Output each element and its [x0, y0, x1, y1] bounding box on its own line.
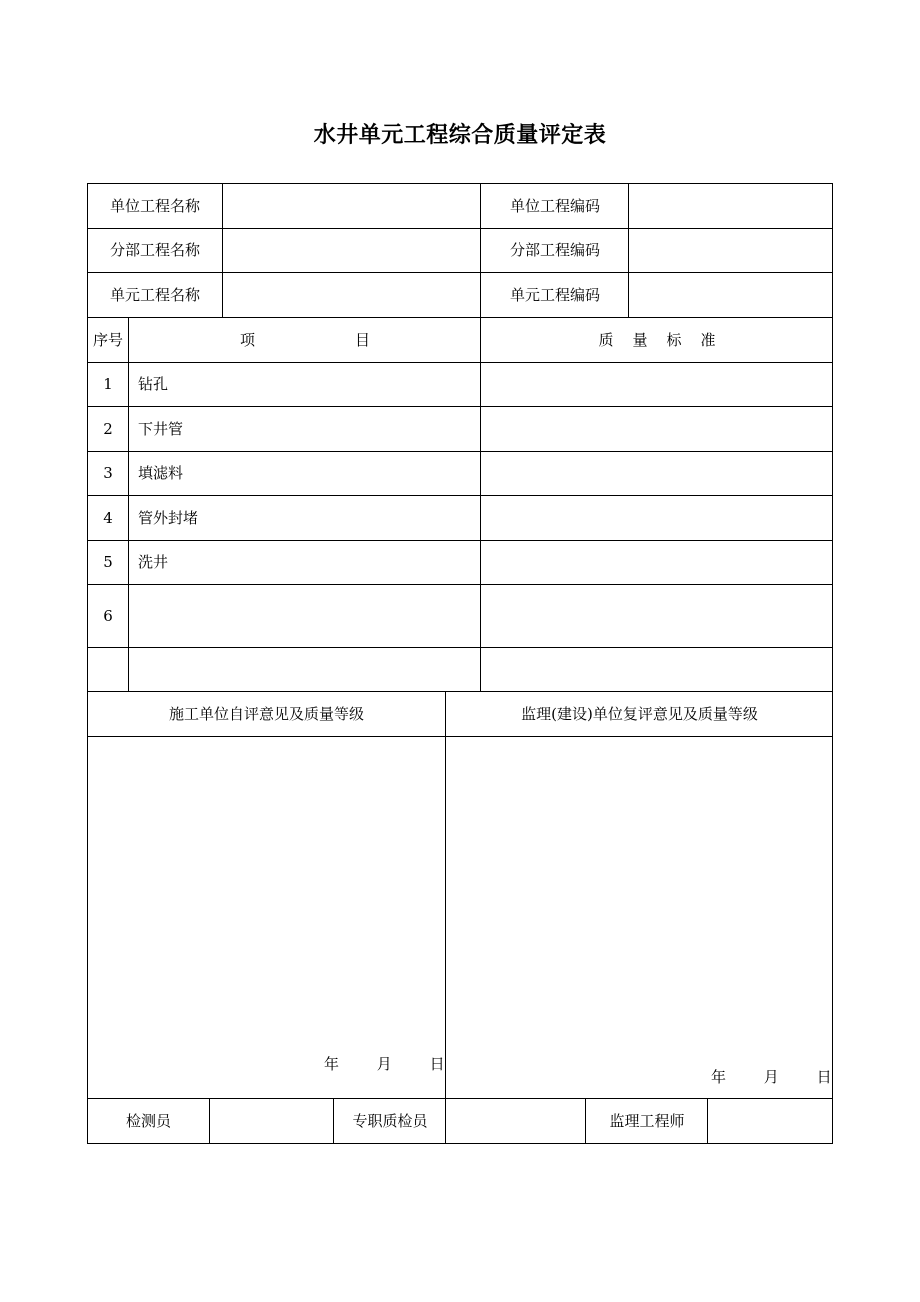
supervisor-evaluation-body[interactable]	[446, 737, 832, 1098]
supervisor-date	[711, 1066, 832, 1087]
date-day: 日	[429, 1055, 445, 1073]
quality-inspector-signature-field[interactable]	[446, 1098, 586, 1144]
inspector-signature-field[interactable]	[210, 1098, 334, 1144]
column-header-item-char: 目	[355, 330, 371, 349]
item-name: 填滤料	[138, 464, 184, 482]
item-no: 4	[103, 508, 113, 527]
element-project-name-value[interactable]	[223, 272, 481, 318]
element-project-code-label: 单元工程编码	[509, 285, 600, 304]
page-title: 水井单元工程综合质量评定表	[313, 123, 607, 148]
quality-inspector-label: 专职质检员	[352, 1111, 428, 1130]
item-name[interactable]	[129, 584, 481, 648]
date-month: 月	[376, 1055, 392, 1073]
item-standard[interactable]	[481, 406, 833, 452]
supervising-engineer-label: 监理工程师	[609, 1111, 685, 1130]
element-project-name-label: 单元工程名称	[109, 285, 200, 304]
item-name: 洗井	[138, 553, 169, 571]
item-standard[interactable]	[481, 540, 833, 585]
item-no: 2	[103, 419, 113, 438]
unit-project-name-value[interactable]	[223, 183, 481, 229]
item-name: 管外封堵	[138, 508, 199, 527]
item-no: 6	[103, 606, 113, 625]
date-year: 年	[711, 1068, 727, 1086]
unit-project-name-label: 单位工程名称	[109, 196, 200, 215]
division-project-code-value[interactable]	[629, 228, 833, 273]
column-header-standard-char: 准	[700, 330, 716, 349]
item-name[interactable]	[129, 647, 481, 692]
supervisor-evaluation-header: 监理(建设)单位复评意见及质量等级	[521, 704, 758, 723]
column-header-item	[129, 317, 481, 363]
division-project-name-value[interactable]	[223, 228, 481, 273]
division-project-name-label: 分部工程名称	[109, 241, 200, 259]
item-standard[interactable]	[481, 647, 833, 692]
date-year: 年	[324, 1055, 340, 1073]
contractor-evaluation-header: 施工单位自评意见及质量等级	[168, 704, 364, 723]
item-name: 下井管	[138, 419, 184, 438]
division-project-code-label: 分部工程编码	[509, 241, 600, 259]
item-no: 1	[103, 375, 113, 393]
item-standard[interactable]	[481, 362, 833, 407]
item-name: 钻孔	[138, 375, 169, 393]
item-no: 3	[103, 464, 113, 482]
date-month: 月	[763, 1068, 779, 1086]
supervising-engineer-signature-field[interactable]	[708, 1098, 833, 1144]
column-header-standard	[481, 317, 833, 363]
item-no	[87, 647, 129, 692]
column-header-standard-char: 量	[632, 330, 648, 349]
column-header-item-char: 项	[239, 330, 255, 349]
inspector-label: 检测员	[125, 1111, 171, 1130]
column-header-standard-char: 标	[666, 330, 682, 349]
date-day: 日	[816, 1068, 832, 1086]
item-standard[interactable]	[481, 495, 833, 541]
evaluation-form-table	[87, 183, 833, 1144]
unit-project-code-value[interactable]	[629, 183, 833, 229]
column-header-standard-char: 质	[598, 330, 614, 349]
column-header-no: 序号	[92, 330, 123, 349]
unit-project-code-label: 单位工程编码	[509, 196, 600, 215]
contractor-evaluation-body[interactable]	[88, 737, 445, 1098]
element-project-code-value[interactable]	[629, 272, 833, 318]
contractor-date	[324, 1053, 445, 1074]
item-standard[interactable]	[481, 584, 833, 648]
item-no: 5	[103, 553, 113, 571]
item-standard[interactable]	[481, 451, 833, 496]
